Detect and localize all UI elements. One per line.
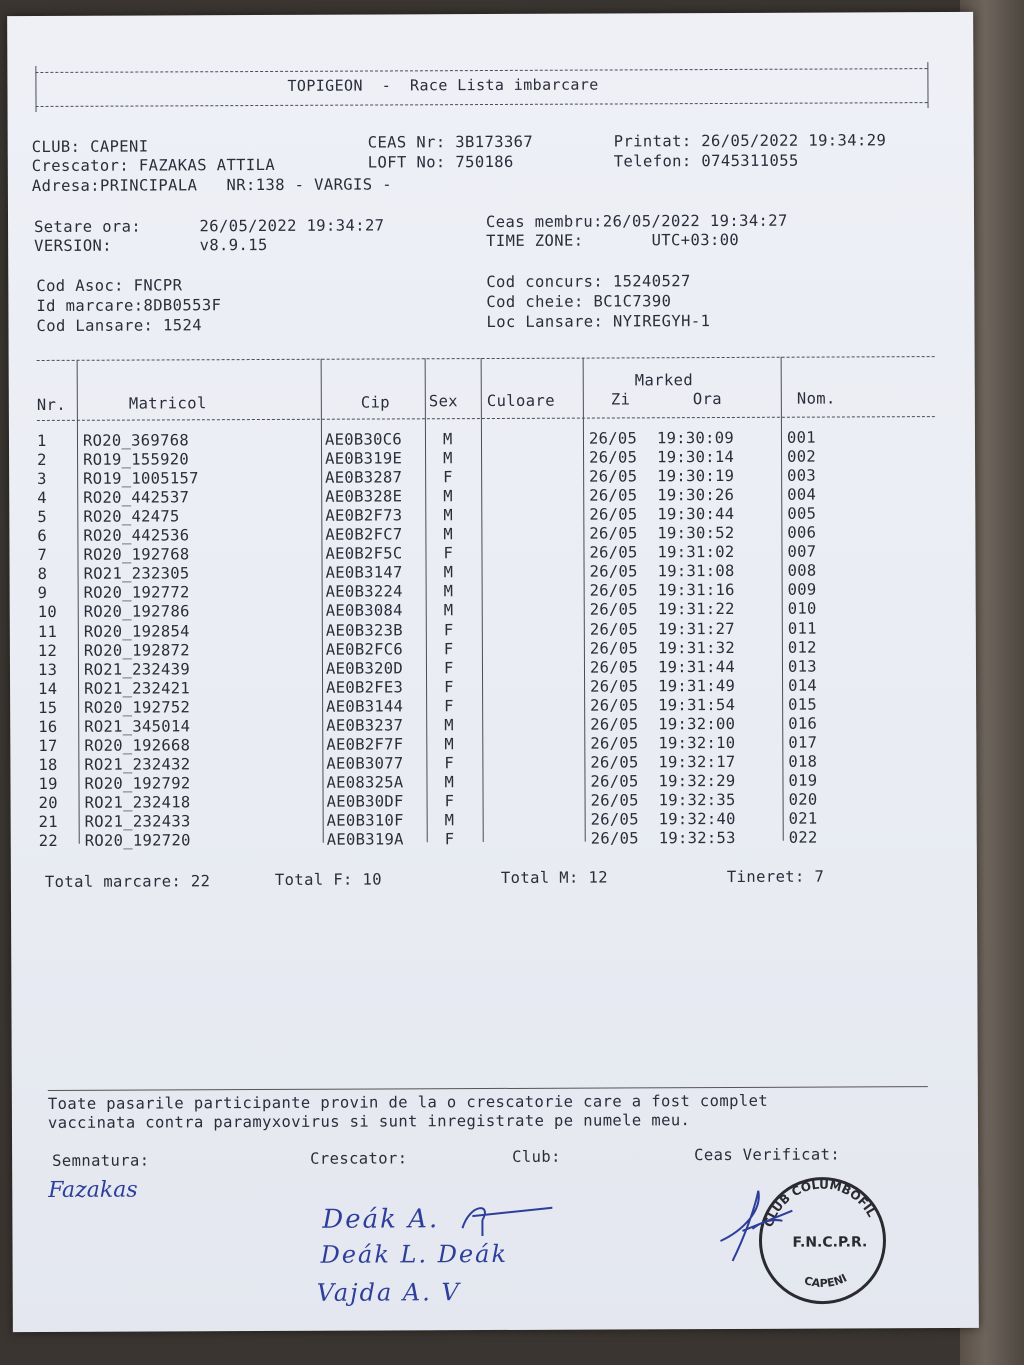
col-sep-sex xyxy=(481,358,484,842)
adresa: Adresa:PRINCIPALA NR:138 - VARGIS - xyxy=(31,175,392,196)
cell-nom: 004 xyxy=(787,485,817,504)
cell-cip: AE08325A xyxy=(326,773,404,792)
cell-cip: AE0B3084 xyxy=(325,601,403,621)
cell-nom: 008 xyxy=(787,561,817,581)
cell-nom: 010 xyxy=(787,600,817,619)
cell-matricol: RO20_442537 xyxy=(83,488,190,507)
tineret: Tineret: 7 xyxy=(726,867,825,886)
cell-nr: 2 xyxy=(37,450,47,470)
cell-zi: 26/05 xyxy=(590,772,639,791)
id-marcare: Id marcare:8DB0553F xyxy=(36,296,222,315)
cell-sex: F xyxy=(443,639,454,658)
col-header-nr: Nr. xyxy=(36,395,67,414)
ceas-membru: Ceas membru:26/05/2022 19:34:27 xyxy=(485,211,788,232)
table-header-bottom-rule xyxy=(37,416,935,421)
cell-cip: AE0B323B xyxy=(325,620,403,640)
declaration-line-2: vaccinata contra paramyxovirus si sunt inregistrate pe numele meu. xyxy=(47,1111,691,1132)
cell-nr: 12 xyxy=(37,641,58,660)
handwritten-name-1: Deák A. xyxy=(322,1204,440,1235)
cell-matricol: RO20_42475 xyxy=(83,507,180,526)
cell-ora: 19:31:49 xyxy=(658,676,736,695)
cell-zi: 26/05 xyxy=(590,677,639,696)
crescator-label: Crescator: xyxy=(310,1149,408,1168)
cell-sex: M xyxy=(443,601,454,620)
cell-nr: 8 xyxy=(37,565,48,584)
cell-cip: AE0B2FE3 xyxy=(326,678,404,697)
cell-ora: 19:32:17 xyxy=(658,752,736,772)
cell-zi: 26/05 xyxy=(588,429,638,448)
cell-matricol: RO19_1005157 xyxy=(83,469,199,488)
cod-cheie: Cod cheie: BC1C7390 xyxy=(486,292,672,312)
cell-matricol: RO19_155920 xyxy=(83,450,190,469)
total-f: Total F: 10 xyxy=(274,870,383,889)
col-header-cip: Cip xyxy=(360,393,391,412)
col-sep-marked xyxy=(781,357,784,841)
cell-nr: 6 xyxy=(37,527,48,546)
cell-sex: F xyxy=(443,620,454,639)
cell-zi: 26/05 xyxy=(590,791,639,810)
col-sep-matricol xyxy=(321,359,324,843)
cell-cip: AE0B310F xyxy=(326,811,404,830)
cell-ora: 19:30:09 xyxy=(656,428,735,448)
cell-nom: 017 xyxy=(788,733,818,752)
cell-nom: 020 xyxy=(788,790,818,809)
cell-zi: 26/05 xyxy=(590,810,639,829)
cell-matricol: RO21_345014 xyxy=(84,717,191,736)
printat: Printat: 26/05/2022 19:34:29 xyxy=(613,131,887,151)
cell-matricol: RO20_192752 xyxy=(84,698,191,717)
cell-sex: F xyxy=(444,677,454,696)
cell-sex: M xyxy=(443,563,454,582)
handwritten-name-3: Vajda A. V xyxy=(316,1278,461,1307)
cell-cip: AE0B3144 xyxy=(326,697,404,716)
cell-ora: 19:31:54 xyxy=(658,695,736,714)
cell-matricol: RO21_232433 xyxy=(84,812,191,831)
cell-cip: AE0B3287 xyxy=(325,468,403,487)
cell-nom: 018 xyxy=(788,752,818,771)
cell-sex: F xyxy=(444,830,455,849)
loft-no: LOFT No: 750186 xyxy=(367,152,514,172)
cell-matricol: RO21_232305 xyxy=(83,564,190,584)
cell-nr: 5 xyxy=(37,508,47,527)
cell-sex: M xyxy=(444,811,455,830)
total-marcare: Total marcare: 22 xyxy=(44,872,211,891)
cell-nr: 3 xyxy=(37,470,47,489)
cell-zi: 26/05 xyxy=(590,829,639,848)
cell-matricol: RO21_232418 xyxy=(84,793,191,812)
cell-sex: M xyxy=(443,525,454,544)
cod-asoc: Cod Asoc: FNCPR xyxy=(36,276,183,295)
cell-ora: 19:31:16 xyxy=(657,581,735,600)
cell-sex: M xyxy=(443,487,453,506)
cell-zi: 26/05 xyxy=(589,657,639,677)
cell-matricol: RO21_232439 xyxy=(83,659,190,679)
cell-zi: 26/05 xyxy=(589,505,638,524)
cell-zi: 26/05 xyxy=(589,486,638,505)
cell-zi: 26/05 xyxy=(589,524,638,543)
col-header-matricol: Matricol xyxy=(128,394,207,413)
cell-nr: 4 xyxy=(37,489,47,508)
cell-cip: AE0B3224 xyxy=(325,582,403,602)
time-zone: TIME ZONE: UTC+03:00 xyxy=(486,230,740,251)
semnatura-label: Semnatura: xyxy=(52,1151,150,1170)
cell-matricol: RO20_192872 xyxy=(83,640,190,660)
title-frame-left xyxy=(35,66,36,112)
svg-text:F.N.C.P.R.: F.N.C.P.R. xyxy=(792,1234,868,1251)
cell-nom: 003 xyxy=(787,466,817,485)
col-sep-nr xyxy=(77,360,80,844)
cell-nom: 016 xyxy=(788,714,818,733)
cell-sex: F xyxy=(443,544,454,563)
cell-matricol: RO20_192854 xyxy=(83,621,190,641)
cell-nr: 19 xyxy=(38,774,58,793)
cell-cip: AE0B3147 xyxy=(325,563,403,583)
cell-ora: 19:31:08 xyxy=(657,562,735,581)
cell-cip: AE0B3237 xyxy=(326,716,404,735)
cell-cip: AE0B30DF xyxy=(326,792,404,811)
cell-nr: 22 xyxy=(38,831,59,851)
cell-sex: M xyxy=(443,506,453,525)
loc-lansare: Loc Lansare: NYIREGYH-1 xyxy=(486,312,711,332)
cell-nom: 019 xyxy=(788,771,818,790)
cell-nom: 009 xyxy=(787,580,817,600)
cell-ora: 19:32:35 xyxy=(658,790,736,810)
ceas-nr: CEAS Nr: 3B173367 xyxy=(367,132,534,152)
cell-nom: 015 xyxy=(788,695,818,714)
cell-ora: 19:31:02 xyxy=(657,543,735,562)
handwritten-scribble-1 xyxy=(452,1198,562,1238)
col-header-nom: Nom. xyxy=(796,389,836,408)
footer-rule xyxy=(48,1086,928,1091)
cell-ora: 19:30:52 xyxy=(657,524,735,543)
cell-nom: 006 xyxy=(787,523,817,542)
cell-matricol: RO20_442536 xyxy=(83,526,190,546)
cell-nr: 13 xyxy=(37,660,58,679)
signature-handwriting: Fazakas xyxy=(48,1177,138,1203)
cell-cip: AE0B319E xyxy=(325,449,403,468)
cell-ora: 19:30:19 xyxy=(657,467,735,486)
cell-sex: M xyxy=(442,430,453,449)
cell-nom: 022 xyxy=(788,828,818,847)
handwritten-name-2: Deák L. Deák xyxy=(320,1239,509,1269)
cod-concurs: Cod concurs: 15240527 xyxy=(486,272,691,292)
cell-nr: 11 xyxy=(37,622,58,641)
cell-matricol: RO20_192786 xyxy=(83,602,190,622)
col-header-zi: Zi xyxy=(610,390,631,409)
cell-nr: 18 xyxy=(38,755,58,774)
cell-zi: 26/05 xyxy=(590,753,639,772)
cell-sex: F xyxy=(443,468,453,487)
cell-ora: 19:32:40 xyxy=(658,809,736,829)
cell-nom: 007 xyxy=(787,542,817,562)
cell-ora: 19:32:53 xyxy=(658,828,736,848)
cell-ora: 19:30:44 xyxy=(657,505,735,524)
title-frame-top xyxy=(35,68,927,73)
total-m: Total M: 12 xyxy=(500,868,608,887)
cell-ora: 19:30:26 xyxy=(657,486,735,505)
title-frame-bottom xyxy=(36,102,928,107)
printed-sheet xyxy=(7,12,979,1332)
version: VERSION: v8.9.15 xyxy=(34,235,268,255)
cell-zi: 26/05 xyxy=(589,543,638,562)
cell-ora: 19:32:00 xyxy=(658,714,736,734)
telefon: Telefon: 0745311055 xyxy=(613,151,799,171)
cell-sex: F xyxy=(444,696,454,715)
cell-nom: 011 xyxy=(787,619,817,638)
cell-ora: 19:32:29 xyxy=(658,771,736,791)
cell-sex: M xyxy=(443,449,453,468)
cell-matricol: RO20_192720 xyxy=(84,831,191,850)
cell-zi: 26/05 xyxy=(590,734,639,753)
cell-nom: 013 xyxy=(787,657,817,676)
setare-ora: Setare ora: 26/05/2022 19:34:27 xyxy=(34,216,385,236)
cell-cip: AE0B3077 xyxy=(326,754,404,773)
cell-sex: M xyxy=(444,734,454,754)
cell-matricol: RO21_232421 xyxy=(84,678,191,698)
cell-cip: AE0B2F73 xyxy=(325,506,403,525)
cell-cip: AE0B2F7F xyxy=(326,735,404,754)
cell-matricol: RO20_192768 xyxy=(83,545,190,565)
cell-zi: 26/05 xyxy=(589,562,638,581)
cell-sex: F xyxy=(444,792,455,811)
ceas-verificat-label: Ceas Verificat: xyxy=(694,1145,841,1165)
cell-ora: 19:31:32 xyxy=(657,638,735,657)
cell-nom: 014 xyxy=(788,676,818,695)
cell-nom: 002 xyxy=(787,447,817,466)
cell-ora: 19:31:44 xyxy=(657,657,736,676)
cell-nom: 012 xyxy=(787,638,817,657)
cell-zi: 26/05 xyxy=(589,448,638,467)
cell-nr: 14 xyxy=(38,679,58,698)
cell-zi: 26/05 xyxy=(589,638,639,658)
cell-matricol: RO21_232432 xyxy=(84,755,191,774)
cell-zi: 26/05 xyxy=(589,581,638,600)
cell-sex: M xyxy=(444,773,455,792)
cell-cip: AE0B2FC7 xyxy=(325,525,403,544)
cell-ora: 19:31:22 xyxy=(657,600,735,619)
cell-nr: 16 xyxy=(38,717,58,736)
cell-ora: 19:30:14 xyxy=(657,447,735,467)
cell-zi: 26/05 xyxy=(589,467,638,486)
title-frame-right xyxy=(927,62,928,108)
cell-nr: 20 xyxy=(38,793,58,812)
col-sep-culoare xyxy=(583,358,586,842)
cell-cip: AE0B328E xyxy=(325,487,403,506)
cell-nr: 7 xyxy=(37,546,48,565)
cell-sex: M xyxy=(444,715,454,734)
club-name: CLUB: CAPENI xyxy=(31,137,149,157)
cell-sex: M xyxy=(443,582,454,601)
document-title: TOPIGEON - Race Lista imbarcare xyxy=(287,75,599,95)
cell-cip: AE0B2F5C xyxy=(325,544,403,564)
col-header-culoare: Culoare xyxy=(486,391,555,411)
col-sep-cip xyxy=(425,358,428,842)
crescator: Crescator: FAZAKAS ATTILA xyxy=(31,155,276,176)
cell-nom: 001 xyxy=(786,428,816,447)
cell-nr: 15 xyxy=(38,698,58,717)
cell-ora: 19:32:10 xyxy=(658,733,736,753)
cell-zi: 26/05 xyxy=(590,696,639,715)
col-header-sex: Sex xyxy=(428,392,459,411)
cell-zi: 26/05 xyxy=(589,619,639,639)
col-header-marked: Marked xyxy=(634,371,694,390)
svg-text:CLUB COLUMBOFIL: CLUB COLUMBOFIL xyxy=(761,1177,879,1229)
club-label: Club: xyxy=(512,1147,561,1166)
cell-matricol: RO20_192792 xyxy=(84,774,191,793)
col-header-ora: Ora xyxy=(692,389,723,409)
declaration-line-1: Toate pasarile participante provin de la o crescatorie care a fost complet xyxy=(47,1091,769,1113)
cell-sex: F xyxy=(443,658,454,677)
cell-cip: AE0B2FC6 xyxy=(325,639,404,659)
cell-cip: AE0B319A xyxy=(326,830,404,849)
cell-nr: 10 xyxy=(37,603,58,622)
cell-nr: 9 xyxy=(37,584,48,603)
club-stamp-seal xyxy=(702,1170,903,1311)
cell-nr: 17 xyxy=(38,736,58,755)
cell-cip: AE0B30C6 xyxy=(324,430,403,449)
cell-zi: 26/05 xyxy=(590,715,639,734)
cell-zi: 26/05 xyxy=(589,600,638,620)
cell-matricol: RO20_192772 xyxy=(83,583,190,603)
cell-nr: 1 xyxy=(36,431,47,450)
cod-lansare: Cod Lansare: 1524 xyxy=(36,316,202,335)
cell-nom: 021 xyxy=(788,809,818,828)
svg-text:CAPENI: CAPENI xyxy=(802,1271,850,1290)
cell-nr: 21 xyxy=(38,812,58,831)
cell-nom: 005 xyxy=(787,504,817,523)
cell-cip: AE0B320D xyxy=(325,658,404,678)
table-header-top-rule xyxy=(37,356,935,361)
cell-matricol: RO20_369768 xyxy=(82,431,189,450)
cell-matricol: RO20_192668 xyxy=(84,736,191,755)
cell-sex: F xyxy=(444,754,455,773)
cell-ora: 19:31:27 xyxy=(657,619,735,638)
